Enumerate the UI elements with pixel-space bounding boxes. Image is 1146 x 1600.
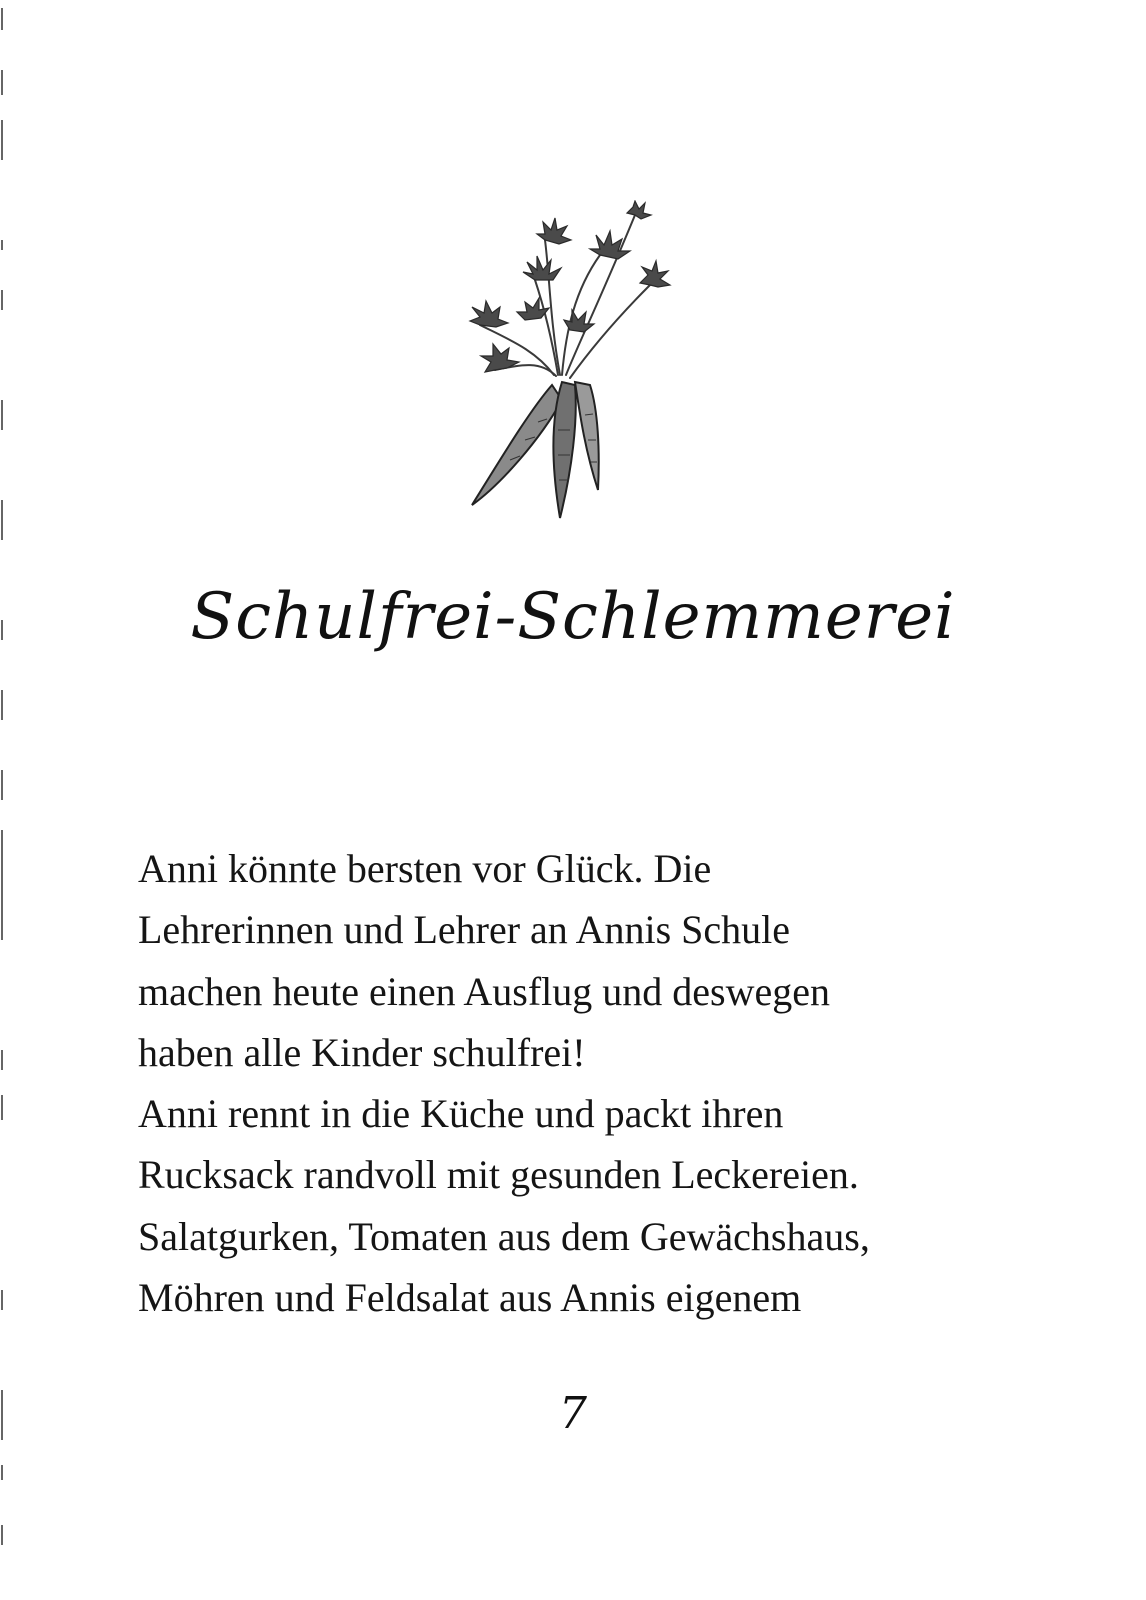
body-line: Lehrerinnen und Lehrer an Annis Schule (138, 907, 791, 953)
body-line: Anni könnte bersten vor Glück. Die (138, 846, 712, 891)
body-line: Anni rennt in die Küche und packt ihren (138, 1091, 784, 1137)
body-line: haben alle Kinder schulfrei! (138, 1029, 586, 1075)
body-line: Rucksack randvoll mit gesunden Leckereien. (138, 1152, 859, 1198)
page-edge-marks (0, 0, 8, 1600)
body-line: machen heute einen Ausflug und deswegen (138, 968, 831, 1014)
body-line: Salatgurken, Tomaten aus dem Gewächshaus, (138, 1213, 870, 1259)
page-number: 7 (559, 1388, 587, 1439)
body-paragraph (138, 838, 1038, 1328)
body-line: Möhren und Feldsalat aus Annis eigenem (138, 1275, 802, 1321)
carrot-bunch-illustration (440, 200, 680, 530)
chapter-title: Schulfrei-Schlemmerei (190, 580, 956, 654)
